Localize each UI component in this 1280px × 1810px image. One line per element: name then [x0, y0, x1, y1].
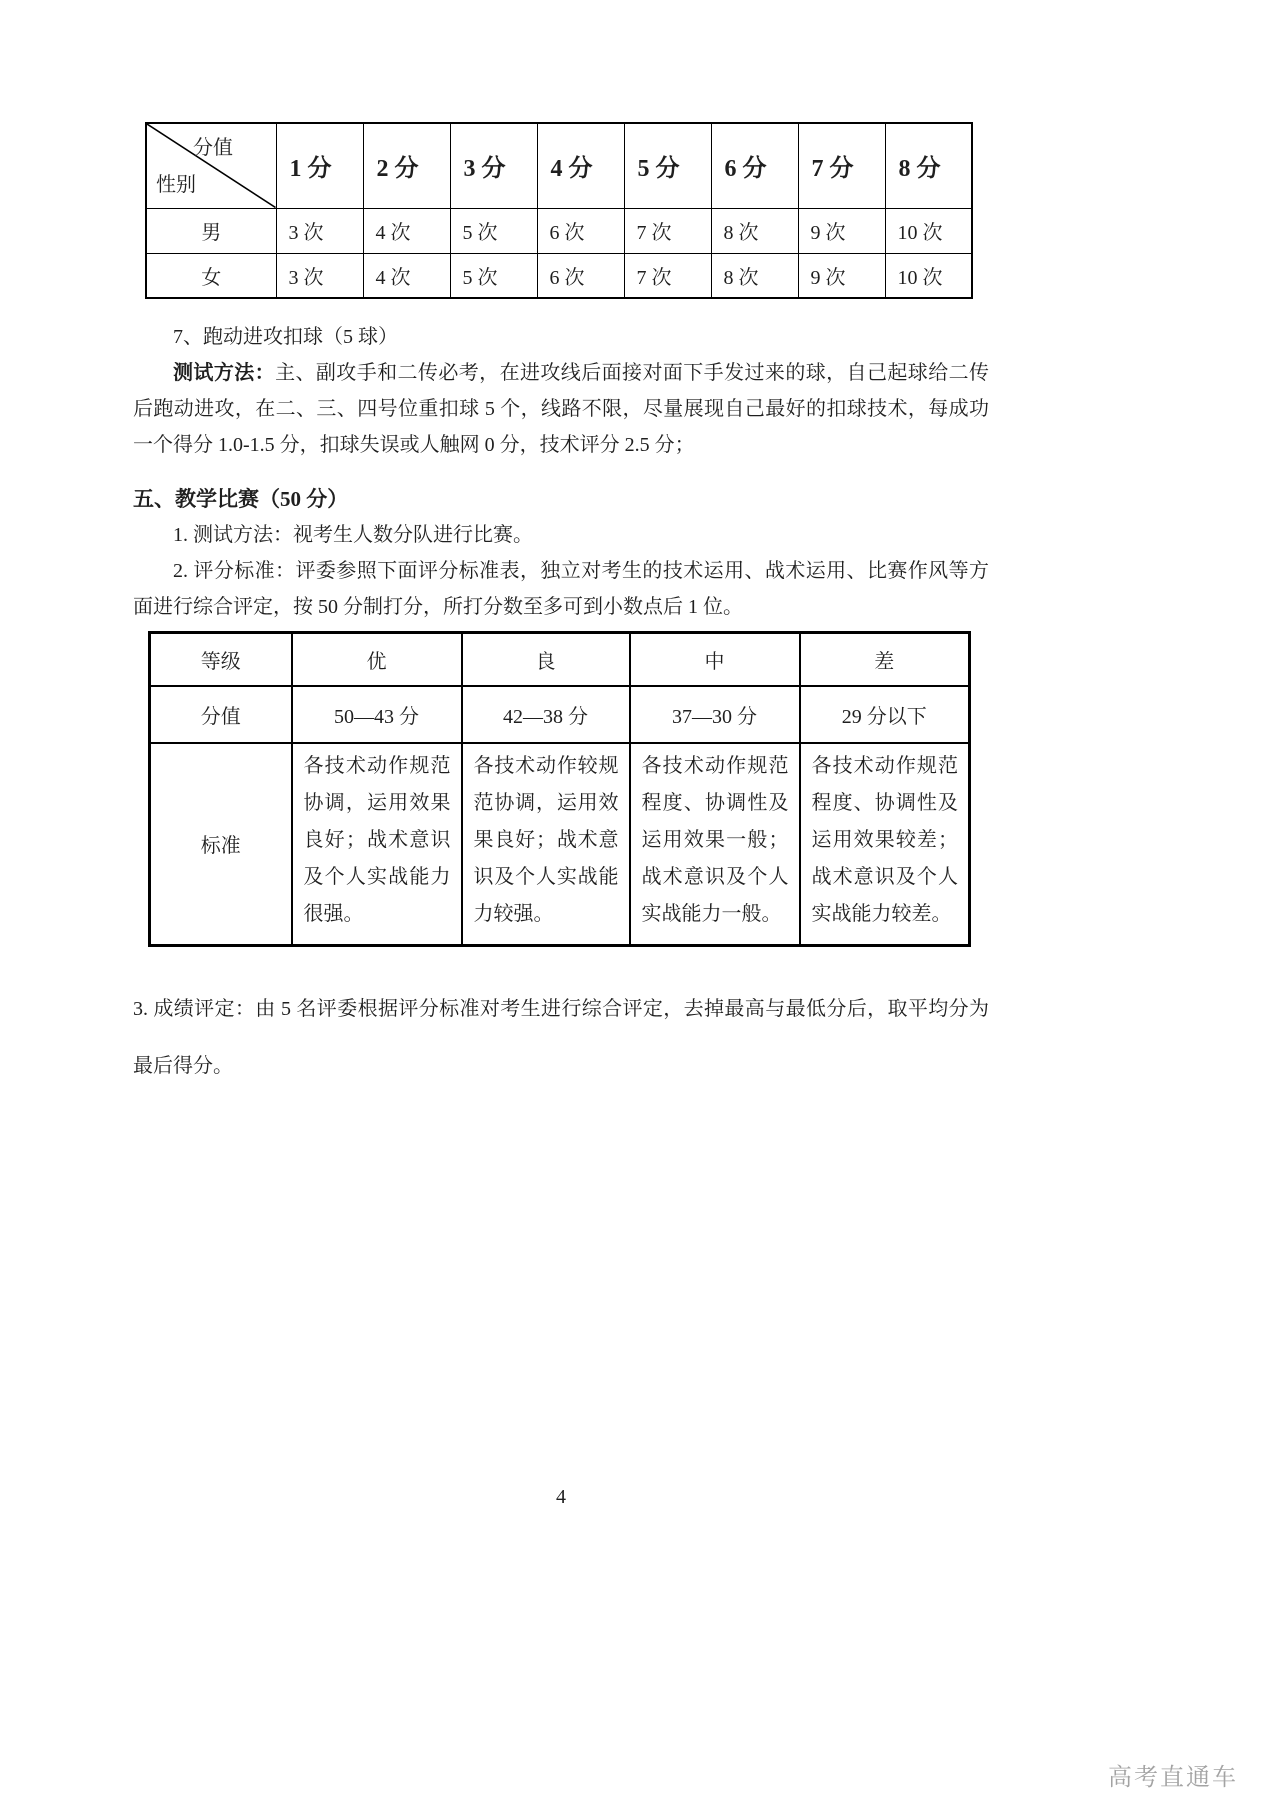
grade-poor: 差 [800, 633, 970, 686]
item-3-score-evaluation: 3. 成绩评定：由 5 名评委根据评分标准对考生进行综合评定，去掉最高与最低分后，取平均分为最后得分。 [133, 998, 989, 1077]
standard-poor: 各技术动作规范程度、协调性及运用效果较差；战术意识及个人实战能力较差。 [800, 743, 970, 946]
standard-excellent: 各技术动作规范协调，运用效果良好；战术意识及个人实战能力很强。 [292, 743, 462, 946]
corner-label-score: 分值 [193, 137, 233, 159]
standard-average: 各技术动作规范程度、协调性及运用效果一般；战术意识及个人实战能力一般。 [630, 743, 800, 946]
page-content [133, 0, 989, 1095]
table-cell: 4 次 [363, 208, 450, 253]
score-range: 50—43 分 [292, 686, 462, 743]
score-column-header: 8 分 [885, 123, 972, 208]
table-row-male [146, 208, 972, 253]
table-cell: 8 次 [711, 253, 798, 298]
table-cell: 5 次 [450, 253, 537, 298]
grade-header-row [150, 633, 970, 686]
watermark-text: 高考直通车 [1108, 1764, 1238, 1791]
gender-score-table [145, 122, 973, 299]
table-cell: 7 次 [624, 208, 711, 253]
table-cell: 9 次 [798, 208, 885, 253]
table-cell: 7 次 [624, 253, 711, 298]
grade-average: 中 [630, 633, 800, 686]
table-row-female [146, 253, 972, 298]
table-cell: 10 次 [885, 253, 972, 298]
score-column-header: 5 分 [624, 123, 711, 208]
score-column-header: 7 分 [798, 123, 885, 208]
section5-heading: 五、教学比赛（50 分） [133, 487, 349, 511]
standard-good: 各技术动作较规范协调，运用效果良好；战术意识及个人实战能力较强。 [462, 743, 630, 946]
table-cell: 3 次 [276, 253, 363, 298]
score-range: 42—38 分 [462, 686, 630, 743]
table-cell: 6 次 [537, 253, 624, 298]
standard-label: 标准 [150, 743, 292, 946]
table-cell: 8 次 [711, 208, 798, 253]
test-method-paragraph [133, 355, 989, 463]
standard-row [150, 743, 970, 946]
row-label-female: 女 [146, 253, 276, 298]
score-label: 分值 [150, 686, 292, 743]
grade-good: 良 [462, 633, 630, 686]
grading-rubric-table [148, 631, 971, 947]
table-header-row [146, 123, 972, 208]
table-cell: 9 次 [798, 253, 885, 298]
table-cell: 4 次 [363, 253, 450, 298]
score-column-header: 2 分 [363, 123, 450, 208]
score-column-header: 6 分 [711, 123, 798, 208]
score-column-header: 1 分 [276, 123, 363, 208]
table-cell: 5 次 [450, 208, 537, 253]
score-range-row [150, 686, 970, 743]
test-method-text: 主、副攻手和二传必考，在进攻线后面接对面下手发过来的球，自己起球给二传后跑动进攻，在二、三、四号位重扣球 5 个，线路不限，尽量展现自己最好的扣球技术，每成功一个得分 1.0-1.5 分，扣球失误或人触网 0 分，技术评分 2.5 分； [133, 362, 990, 456]
section7-title: 7、跑动进攻扣球（5 球） [173, 326, 398, 348]
item-1-test-method: 1. 测试方法：视考生人数分队进行比赛。 [173, 524, 533, 546]
diagonal-header-cell [146, 123, 276, 208]
grade-label: 等级 [150, 633, 292, 686]
table-cell: 10 次 [885, 208, 972, 253]
row-label-male: 男 [146, 208, 276, 253]
item-2-scoring-standard: 2. 评分标准：评委参照下面评分标准表，独立对考生的技术运用、战术运用、比赛作风等方面进行综合评定，按 50 分制打分，所打分数至多可到小数点后 1 位。 [133, 560, 989, 618]
score-range: 37—30 分 [630, 686, 800, 743]
corner-label-gender: 性别 [156, 173, 196, 196]
page-number: 4 [556, 1486, 566, 1508]
table-cell: 3 次 [276, 208, 363, 253]
score-column-header: 4 分 [537, 123, 624, 208]
score-column-header: 3 分 [450, 123, 537, 208]
grade-excellent: 优 [292, 633, 462, 686]
table-cell: 6 次 [537, 208, 624, 253]
test-method-label: 测试方法： [173, 362, 276, 384]
score-range: 29 分以下 [800, 686, 970, 743]
